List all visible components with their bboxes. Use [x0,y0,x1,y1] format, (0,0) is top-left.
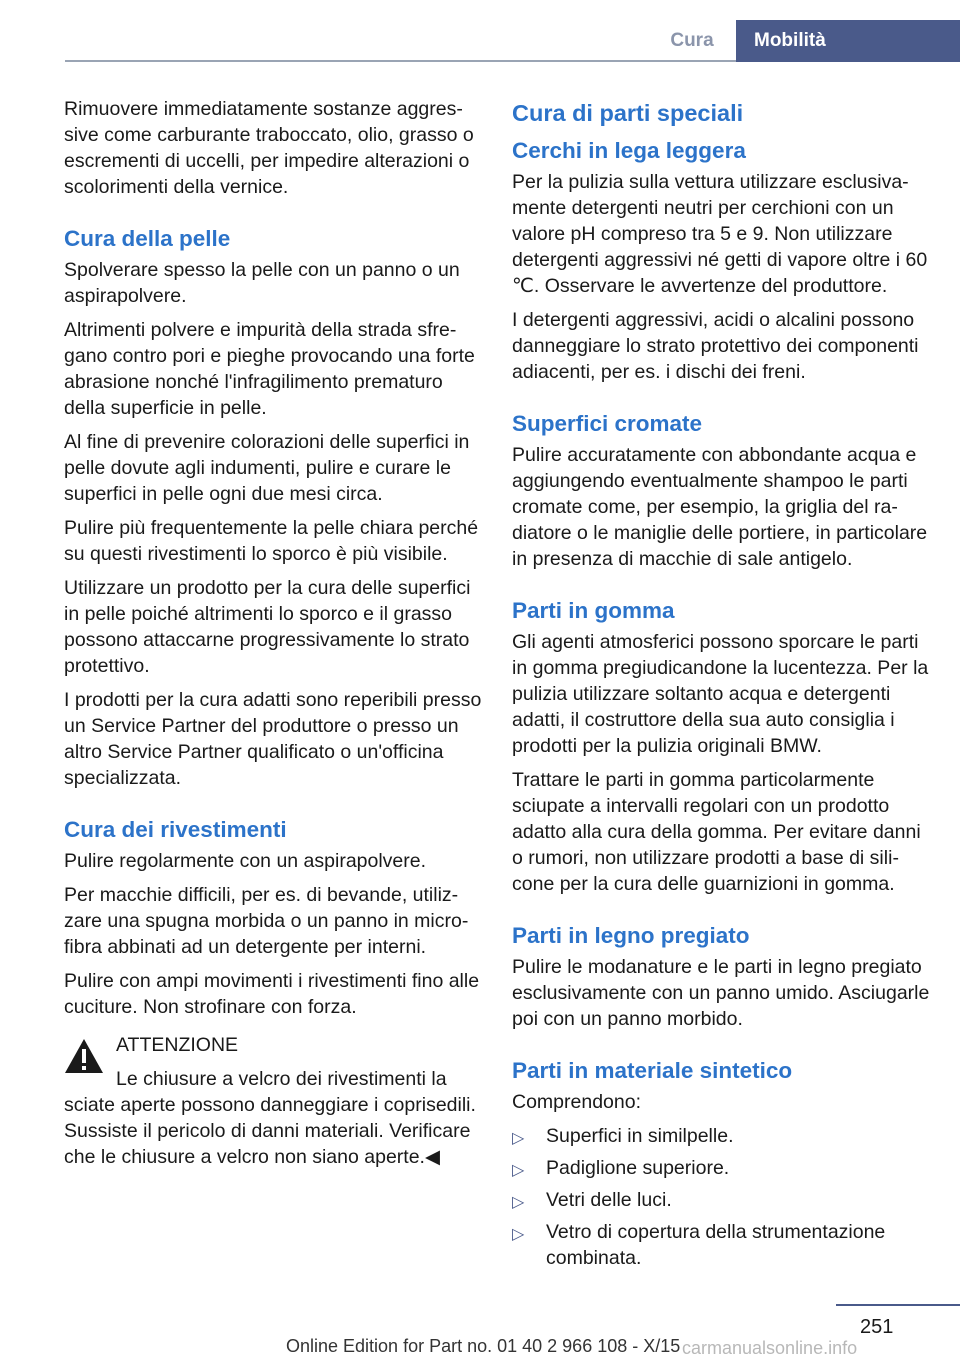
warning-title: ATTENZIONE [116,1034,239,1056]
paragraph: I prodotti per la cura adatti sono reperibili presso un Service Partner del produttore o presso un altro Service Partner qualificato o un'officina specializzata. [64,689,482,789]
tab-cura[interactable]: Cura [670,30,714,51]
section-title-cerchi: Cerchi in lega leggera [512,138,746,163]
main-section-title: Cura di parti speciali [512,100,744,126]
paragraph: Per la pulizia sulla vettura utilizzare esclusivamente detergenti neutri per cerchioni con un valore pH compreso tra 5 e 9. Non utilizzare detergenti aggressivi né getti di vapore oltre i 60 ℃. Osservare le avvertenze del produttore. [512,171,928,297]
paragraph: Altrimenti polvere e impurità della strada sfregano contro pori e pieghe provocando una forte abrasione nonché l'infragilimento prematuro della superficie in pelle. [64,319,475,419]
section-title-pelle: Cura della pelle [64,226,231,251]
warning-text-first-line: Le chiusure a velcro dei rivestimenti la [116,1068,447,1090]
list-item: ▷ Superfici in similpelle. [512,1123,930,1149]
paragraph: Al fine di prevenire colorazioni delle superfici in pelle dovute agli indumenti, pulire e curare le superfici in pelle ogni due mesi circa. [64,431,470,505]
paragraph: Pulire con ampi movimenti i rivestimenti fino alle cuciture. Non strofinare con forza. [64,970,480,1018]
bullet-triangle-icon: ▷ [512,1130,525,1147]
warning-icon [64,1038,104,1074]
edition-text: Online Edition for Part no. 01 40 2 966 108 - X/15 [286,1336,681,1356]
section-title-rivestimenti: Cura dei rivestimenti [64,817,287,842]
bullet-triangle-icon: ▷ [512,1162,525,1179]
intro-paragraph: Rimuovere immediatamente sostanze aggressive come carburante traboccato, olio, grasso o escrementi di uccelli, per impedire alterazioni o scolorimenti della vernice. [64,98,474,198]
bullet-triangle-icon: ▷ [512,1226,525,1243]
paragraph: Pulire regolarmente con un aspirapolvere. [64,850,427,872]
paragraph: Trattare le parti in gomma particolarmente sciupate a intervalli regolari con un prodotto adatto alla cura della gomma. Per evitare danni o rumori, non utilizzare prodotti a base di silicone per la cura delle guarnizioni in gomma. [512,769,921,895]
list-item: ▷ Vetro di copertura della strumentazione combinata. [512,1221,886,1269]
section-title-gomma: Parti in gomma [512,598,675,623]
paragraph: Per macchie difficili, per es. di bevande, utilizzare una spugna morbida o un panno in microfibra abbinati ad un detergente per interni. [64,884,469,958]
footer-rule [836,1304,960,1306]
section-title-legno: Parti in legno pregiato [512,923,750,948]
list-item: ▷ Padiglione superiore. [512,1155,930,1181]
bullet-triangle-icon: ▷ [512,1194,525,1211]
section-title-cromate: Superfici cromate [512,411,703,436]
watermark[interactable]: carmanualsonline.info [682,1338,858,1358]
paragraph: Utilizzare un prodotto per la cura delle superfici in pelle poiché altrimenti lo sporco e il grasso possono attaccarne progressivamente lo strato protettivo. [64,577,471,677]
right-column [512,96,930,1277]
page-number: 251 [860,1316,894,1338]
warning-text: sciate aperte possono danneggiare i coprisedili. Sussiste il pericolo di danni materiali. Verificare che le chiusure a velcro non siano aperte.◀ [64,1094,476,1168]
paragraph: I detergenti aggressivi, acidi o alcalini possono danneggiare lo strato protettivo dei componenti adiacenti, per es. i dischi dei freni. [512,309,919,383]
paragraph: Comprendono: [512,1091,641,1113]
paragraph: Pulire più frequentemente la pelle chiara perché su questi rivestimenti lo sporco è più visibile. [64,517,479,565]
section-title-sintetico: Parti in materiale sintetico [512,1058,793,1083]
paragraph: Gli agenti atmosferici possono sporcare le parti in gomma pregiudicandone la lucentezza. Per la pulizia utilizzare soltanto acqua e detergenti adatti, il costruttore della sua auto consiglia i prodotti per la pulizia originali BMW. [512,631,929,757]
warning-block [64,1032,482,1170]
paragraph: Spolverare spesso la pelle con un panno o un aspirapolvere. [64,259,460,307]
tab-mobilita[interactable]: Mobilità [736,20,960,62]
bullet-list [512,1123,930,1271]
paragraph: Pulire accuratamente con abbondante acqua e aggiungendo eventualmente shampoo le parti cromate come, per esempio, la griglia del radiatore o le maniglie delle portiere, in particolare in presenza di macchie di sale antigelo. [512,444,928,570]
list-item: ▷ Vetri delle luci. [512,1187,930,1213]
left-column [64,96,482,1178]
paragraph: Pulire le modanature e le parti in legno pregiato esclusivamente con un panno umido. Asciugarle poi con un panno morbido. [512,956,930,1030]
